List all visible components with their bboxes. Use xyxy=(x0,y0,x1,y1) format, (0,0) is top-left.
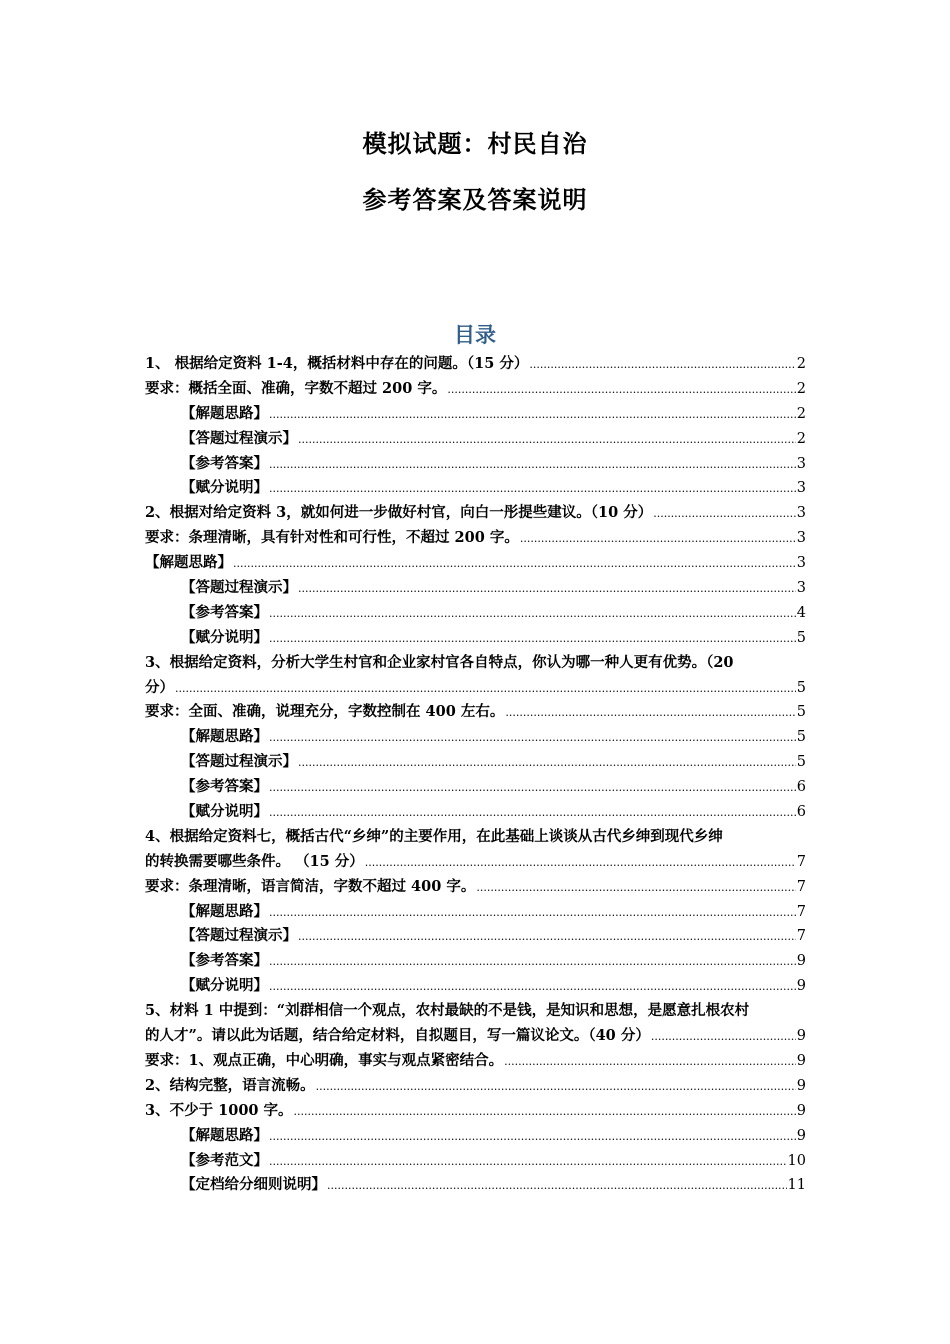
toc-entry-text: 【参考答案】 xyxy=(181,778,268,796)
toc-entry-text: 1、 根据给定资料 1-4，概括材料中存在的问题。（15 分） xyxy=(145,355,529,372)
toc-entry-text: 要求：条理清晰，语言简洁，字数不超过 400 字。 xyxy=(145,877,476,895)
toc-entry-text: 【定档给分细则说明】 xyxy=(181,1176,326,1194)
toc-leader-dots xyxy=(294,1103,796,1119)
toc-leader-dots xyxy=(269,1153,787,1169)
toc-leader-dots xyxy=(269,779,796,795)
toc-entry[interactable] xyxy=(145,725,806,750)
toc-leader-dots xyxy=(520,530,796,546)
toc-leader-dots xyxy=(269,456,796,472)
toc-entry[interactable] xyxy=(145,750,806,775)
toc-entry-text: 要求：概括全面、准确，字数不超过 200 字。 xyxy=(145,379,447,397)
toc-page-number: 10 xyxy=(787,1152,806,1169)
toc-entry[interactable] xyxy=(145,676,806,701)
toc-entry-text: 【参考范文】 xyxy=(181,1151,268,1169)
toc-entry-text: 【解题思路】 xyxy=(145,554,232,572)
toc-leader-dots xyxy=(529,356,795,372)
toc-leader-dots xyxy=(269,630,796,646)
toc-page-number: 7 xyxy=(796,878,806,895)
toc-entry[interactable] xyxy=(145,1173,806,1198)
toc-page-number: 2 xyxy=(796,430,806,447)
toc-page-number: 9 xyxy=(796,953,806,970)
toc-page-number: 9 xyxy=(796,1028,806,1045)
document-title: 模拟试题：村民自治 xyxy=(362,129,588,158)
toc-entry[interactable] xyxy=(145,377,806,402)
toc-leader-dots xyxy=(476,879,795,895)
toc-entry[interactable] xyxy=(145,900,806,925)
toc-entry-text: 【参考答案】 xyxy=(181,603,268,621)
toc-entry[interactable] xyxy=(145,427,806,452)
toc-leader-dots xyxy=(269,904,796,920)
toc-entry-text: 2、结构完整，语言流畅。 xyxy=(145,1076,315,1094)
toc-entry[interactable] xyxy=(145,974,806,999)
toc-leader-dots xyxy=(298,431,796,447)
toc-entry-text: 【赋分说明】 xyxy=(181,803,268,821)
toc-page-number: 2 xyxy=(796,380,806,397)
toc-leader-dots xyxy=(233,555,796,571)
toc-leader-dots xyxy=(298,580,796,596)
toc-page-number: 2 xyxy=(796,356,806,372)
toc-page-number: 9 xyxy=(796,1077,806,1094)
toc-page-number: 11 xyxy=(787,1177,806,1194)
toc-entry[interactable] xyxy=(145,402,806,427)
table-of-contents xyxy=(145,352,806,1198)
toc-entry-text: 3、根据给定资料，分析大学生村官和企业家村官各自特点，你认为哪一种人更有优势。（20 xyxy=(145,653,734,671)
toc-leader-dots xyxy=(447,381,795,397)
toc-page-number: 7 xyxy=(796,853,806,870)
toc-entry-text: 2、根据对给定资料 3，就如何进一步做好村官，向白一彤提些建议。（10 分） xyxy=(145,504,653,522)
toc-entry[interactable] xyxy=(145,476,806,501)
toc-entry-text: 【解题思路】 xyxy=(181,1126,268,1144)
toc-page-number: 6 xyxy=(796,804,806,821)
toc-entry-text: 3、不少于 1000 字。 xyxy=(145,1101,293,1119)
toc-leader-dots xyxy=(269,978,796,994)
toc-entry-text: 【解题思路】 xyxy=(181,902,268,920)
toc-entry[interactable] xyxy=(145,949,806,974)
toc-leader-dots xyxy=(504,1053,796,1069)
toc-entry-text: 【解题思路】 xyxy=(181,728,268,746)
toc-leader-dots xyxy=(269,804,796,820)
toc-page-number: 7 xyxy=(796,928,806,945)
toc-page-number: 9 xyxy=(796,978,806,995)
toc-entry[interactable] xyxy=(145,924,806,949)
toc-leader-dots xyxy=(269,729,796,745)
toc-page-number: 5 xyxy=(796,754,806,771)
toc-page-number: 3 xyxy=(796,480,806,497)
toc-entry-text: 【赋分说明】 xyxy=(181,628,268,646)
toc-entry[interactable] xyxy=(145,700,806,725)
toc-leader-dots xyxy=(298,928,796,944)
toc-page-number: 3 xyxy=(796,580,806,597)
toc-entry-text: 【答题过程演示】 xyxy=(181,753,297,771)
toc-entry-text: 【参考答案】 xyxy=(181,454,268,472)
toc-entry[interactable] xyxy=(145,875,806,900)
toc-entry-text: 4、根据给定资料七，概括古代“乡绅”的主要作用，在此基础上谈谈从古代乡绅到现代乡绅 xyxy=(145,827,723,845)
toc-leader-dots xyxy=(269,1128,796,1144)
toc-entry[interactable] xyxy=(145,452,806,477)
toc-entry[interactable] xyxy=(145,352,806,377)
toc-page-number: 5 xyxy=(796,704,806,721)
toc-page-number: 5 xyxy=(796,679,806,696)
toc-page-number: 4 xyxy=(796,604,806,621)
toc-leader-dots xyxy=(298,754,796,770)
toc-page-number: 6 xyxy=(796,779,806,796)
toc-entry[interactable] xyxy=(145,601,806,626)
toc-leader-dots xyxy=(365,854,796,870)
toc-page-number: 3 xyxy=(796,505,806,522)
toc-leader-dots xyxy=(269,605,796,621)
toc-leader-dots xyxy=(651,1028,796,1044)
toc-entry[interactable] xyxy=(145,576,806,601)
toc-entry-text: 【答题过程演示】 xyxy=(181,579,297,597)
toc-page-number: 9 xyxy=(796,1102,806,1119)
toc-leader-dots xyxy=(505,704,795,720)
toc-leader-dots xyxy=(653,505,796,521)
toc-entry[interactable] xyxy=(145,825,806,850)
toc-entry[interactable] xyxy=(145,651,806,676)
toc-entry-text: 分） xyxy=(145,678,174,696)
toc-entry[interactable] xyxy=(145,1049,806,1074)
toc-leader-dots xyxy=(269,406,796,422)
toc-page-number: 5 xyxy=(796,629,806,646)
toc-entry-text: 的人才”。请以此为话题，结合给定材料，自拟题目，写一篇议论文。（40 分） xyxy=(145,1027,650,1045)
toc-entry-text: 要求：条理清晰，具有针对性和可行性，不超过 200 字。 xyxy=(145,529,519,547)
toc-entry[interactable] xyxy=(145,626,806,651)
toc-entry[interactable] xyxy=(145,551,806,576)
toc-page-number: 3 xyxy=(796,555,806,572)
toc-page-number: 9 xyxy=(796,1127,806,1144)
toc-entry-text: 【答题过程演示】 xyxy=(181,429,297,447)
toc-entry-text: 【赋分说明】 xyxy=(181,479,268,497)
toc-entry[interactable] xyxy=(145,1099,806,1124)
toc-entry[interactable] xyxy=(145,501,806,526)
toc-entry-text: 【答题过程演示】 xyxy=(181,927,297,945)
toc-leader-dots xyxy=(327,1177,787,1193)
toc-entry-text: 要求：全面、准确，说理充分，字数控制在 400 左右。 xyxy=(145,703,505,721)
toc-entry[interactable] xyxy=(145,1024,806,1049)
toc-page-number: 3 xyxy=(796,455,806,472)
toc-entry[interactable] xyxy=(145,1074,806,1099)
document-subtitle: 参考答案及答案说明 xyxy=(362,185,588,214)
toc-entry-text: 5、材料 1 中提到：“刘群相信一个观点，农村最缺的不是钱，是知识和思想，是愿意扎根农村 xyxy=(145,1002,750,1020)
toc-page-number: 2 xyxy=(796,405,806,422)
toc-entry[interactable] xyxy=(145,1149,806,1174)
toc-leader-dots xyxy=(269,480,796,496)
toc-entry[interactable] xyxy=(145,526,806,551)
toc-entry-text: 的转换需要哪些条件。 （15 分） xyxy=(145,852,364,870)
toc-leader-dots xyxy=(269,953,796,969)
toc-entry[interactable] xyxy=(145,800,806,825)
toc-entry-text: 【解题思路】 xyxy=(181,404,268,422)
toc-entry-text: 【参考答案】 xyxy=(181,952,268,970)
toc-entry[interactable] xyxy=(145,999,806,1024)
toc-page-number: 7 xyxy=(796,903,806,920)
toc-entry[interactable] xyxy=(145,775,806,800)
toc-entry[interactable] xyxy=(145,850,806,875)
toc-leader-dots xyxy=(175,680,796,696)
toc-page-number: 9 xyxy=(796,1052,806,1069)
toc-entry-text: 【赋分说明】 xyxy=(181,977,268,995)
toc-page-number: 5 xyxy=(796,729,806,746)
toc-entry[interactable] xyxy=(145,1124,806,1149)
toc-leader-dots xyxy=(316,1078,796,1094)
toc-entry-text: 要求：1、观点正确，中心明确，事实与观点紧密结合。 xyxy=(145,1051,504,1069)
toc-heading: 目录 xyxy=(454,322,496,347)
toc-page-number: 3 xyxy=(796,530,806,547)
